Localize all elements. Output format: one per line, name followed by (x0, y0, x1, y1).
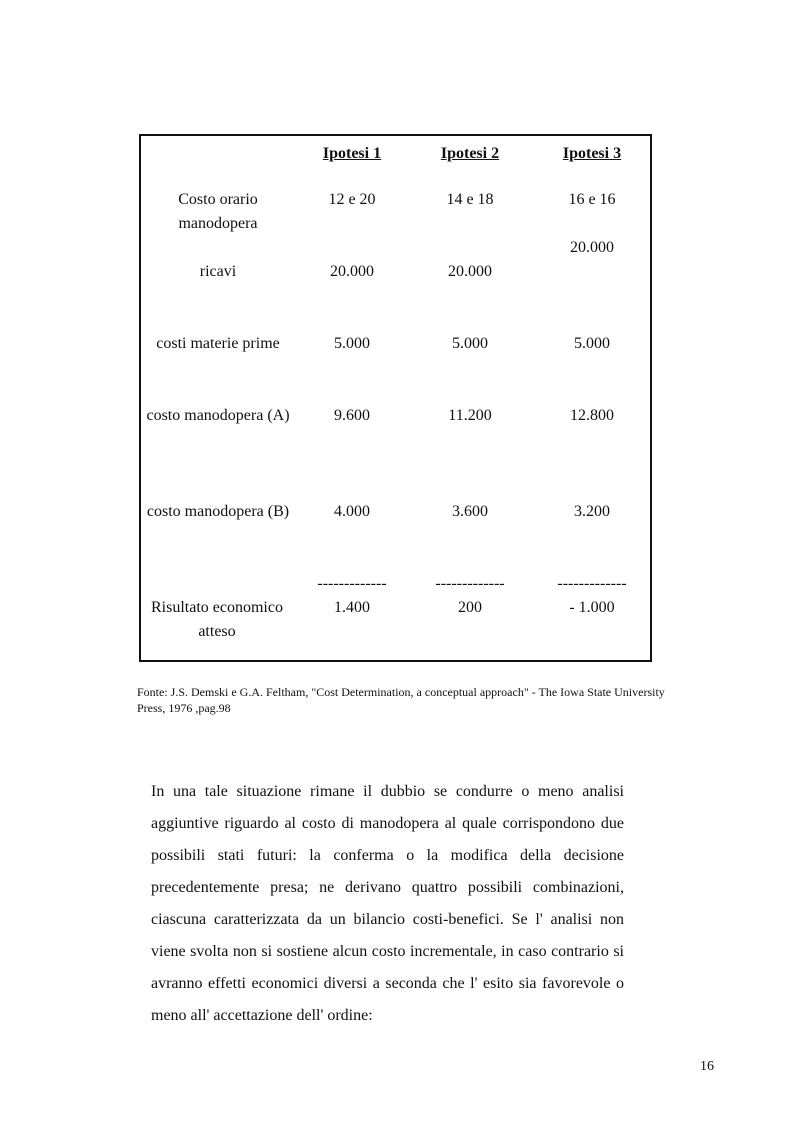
row-label-costo-orario: Costo orario manodopera (178, 191, 258, 232)
ricavi-ipotesi-3: 20.000 (570, 239, 614, 256)
manodopera-b-ipotesi-1: 4.000 (334, 503, 370, 520)
header-ipotesi-3: Ipotesi 3 (562, 145, 622, 162)
row-label-risultato: Risultato economico atteso (151, 599, 283, 640)
manodopera-a-ipotesi-1: 9.600 (334, 407, 370, 424)
manodopera-b-ipotesi-2: 3.600 (452, 503, 488, 520)
separator-ipotesi-1: ------------- (317, 575, 387, 592)
row-label-ricavi: ricavi (199, 263, 237, 280)
separator-ipotesi-3: ------------- (557, 575, 627, 592)
header-ipotesi-2: Ipotesi 2 (440, 145, 500, 162)
risultato-ipotesi-1: 1.400 (334, 599, 370, 616)
hypotheses-table (139, 134, 652, 662)
materie-prime-ipotesi-2: 5.000 (452, 335, 488, 352)
costo-orario-ipotesi-2: 14 e 18 (446, 191, 494, 208)
row-label-manodopera-a: costo manodopera (A) (146, 407, 290, 424)
risultato-ipotesi-2: 200 (458, 599, 482, 616)
page-number: 16 (700, 1059, 714, 1074)
ricavi-ipotesi-2: 20.000 (448, 263, 492, 280)
header-ipotesi-1: Ipotesi 1 (322, 145, 382, 162)
costo-orario-ipotesi-1: 12 e 20 (328, 191, 376, 208)
row-label-materie-prime: costi materie prime (156, 335, 280, 352)
manodopera-a-ipotesi-2: 11.200 (448, 407, 492, 424)
costo-orario-ipotesi-3: 16 e 16 (568, 191, 616, 208)
ricavi-ipotesi-1: 20.000 (330, 263, 374, 280)
manodopera-a-ipotesi-3: 12.800 (570, 407, 614, 424)
separator-ipotesi-2: ------------- (435, 575, 505, 592)
row-label-manodopera-b: costo manodopera (B) (146, 503, 290, 520)
source-caption: Fonte: J.S. Demski e G.A. Feltham, "Cost Determination, a conceptual approach" - The Iowa State University Press, 1976 ,pag.98 (137, 685, 665, 715)
materie-prime-ipotesi-1: 5.000 (334, 335, 370, 352)
risultato-ipotesi-3: - 1.000 (569, 599, 615, 616)
manodopera-b-ipotesi-3: 3.200 (574, 503, 610, 520)
materie-prime-ipotesi-3: 5.000 (574, 335, 610, 352)
body-paragraph: In una tale situazione rimane il dubbio se condurre o meno analisi aggiuntive riguardo al costo di manodopera al quale corrispondono due possibili stati futuri: la conferma o la modifica della decisione precedentemente presa; ne derivano quattro possibili combinazioni, ciascuna caratterizzata da un bilancio costi-benefici. Se l' analisi non viene svolta non si sostiene alcun costo incrementale, in caso contrario si avranno effetti economici diversi a seconda che l' esito sia favorevole o meno all' accettazione dell' ordine: (151, 783, 624, 1024)
